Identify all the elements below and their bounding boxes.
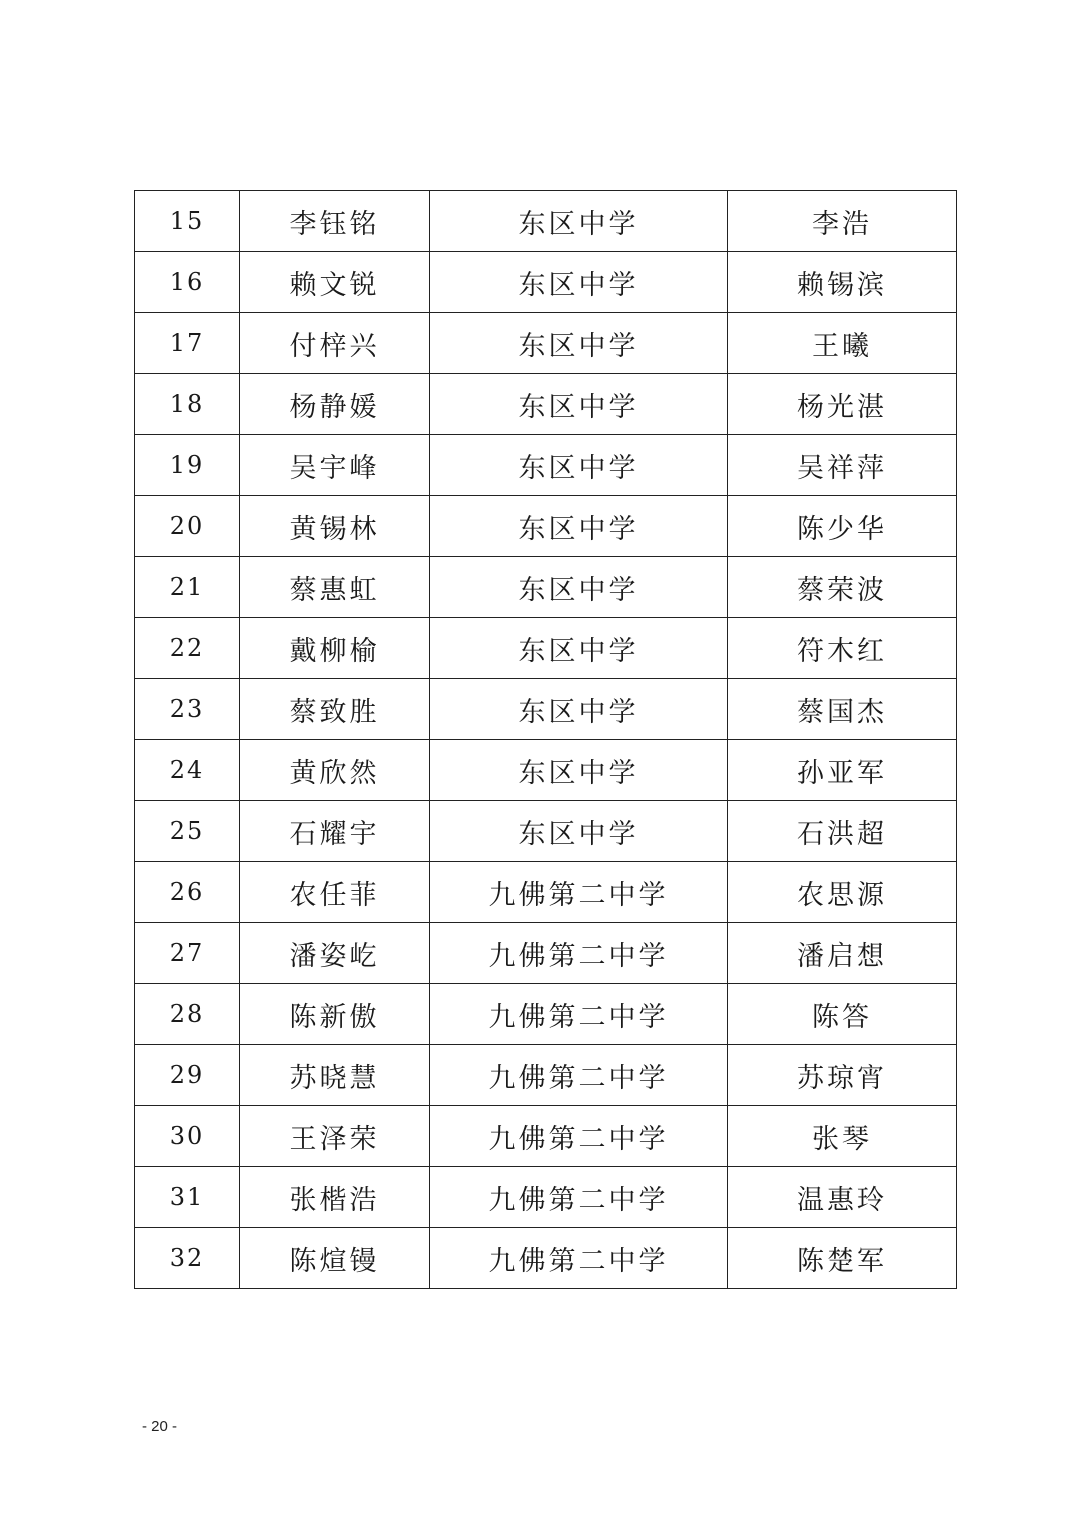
row-number-cell: 19 bbox=[135, 435, 240, 496]
table-row bbox=[135, 984, 957, 1045]
roster-table-body bbox=[135, 191, 957, 1289]
school-name-cell: 九佛第二中学 bbox=[430, 1045, 728, 1106]
school-name-cell: 九佛第二中学 bbox=[430, 1167, 728, 1228]
school-name-cell: 九佛第二中学 bbox=[430, 984, 728, 1045]
school-name-cell: 东区中学 bbox=[430, 374, 728, 435]
row-number-cell: 31 bbox=[135, 1167, 240, 1228]
teacher-name-cell: 李浩 bbox=[728, 191, 957, 252]
teacher-name-cell: 王曦 bbox=[728, 313, 957, 374]
table-row bbox=[135, 557, 957, 618]
row-number-cell: 20 bbox=[135, 496, 240, 557]
table-row bbox=[135, 1167, 957, 1228]
school-name-cell: 九佛第二中学 bbox=[430, 1228, 728, 1289]
teacher-name-cell: 潘启想 bbox=[728, 923, 957, 984]
school-name-cell: 东区中学 bbox=[430, 252, 728, 313]
teacher-name-cell: 苏琼宵 bbox=[728, 1045, 957, 1106]
row-number-cell: 28 bbox=[135, 984, 240, 1045]
page-number: - 20 - bbox=[142, 1418, 178, 1435]
teacher-name-cell: 陈少华 bbox=[728, 496, 957, 557]
table-row bbox=[135, 679, 957, 740]
roster-table bbox=[134, 190, 957, 1289]
student-name-cell: 蔡惠虹 bbox=[240, 557, 430, 618]
teacher-name-cell: 赖锡滨 bbox=[728, 252, 957, 313]
student-name-cell: 付梓兴 bbox=[240, 313, 430, 374]
student-name-cell: 王泽荣 bbox=[240, 1106, 430, 1167]
row-number-cell: 27 bbox=[135, 923, 240, 984]
table-row bbox=[135, 496, 957, 557]
teacher-name-cell: 杨光湛 bbox=[728, 374, 957, 435]
teacher-name-cell: 陈楚军 bbox=[728, 1228, 957, 1289]
teacher-name-cell: 孙亚军 bbox=[728, 740, 957, 801]
row-number-cell: 26 bbox=[135, 862, 240, 923]
row-number-cell: 32 bbox=[135, 1228, 240, 1289]
table-row bbox=[135, 923, 957, 984]
row-number-cell: 30 bbox=[135, 1106, 240, 1167]
row-number-cell: 15 bbox=[135, 191, 240, 252]
school-name-cell: 九佛第二中学 bbox=[430, 923, 728, 984]
table-row bbox=[135, 801, 957, 862]
teacher-name-cell: 石洪超 bbox=[728, 801, 957, 862]
student-name-cell: 农任菲 bbox=[240, 862, 430, 923]
student-name-cell: 杨静媛 bbox=[240, 374, 430, 435]
table-row bbox=[135, 374, 957, 435]
row-number-cell: 29 bbox=[135, 1045, 240, 1106]
table-row bbox=[135, 618, 957, 679]
table-row bbox=[135, 1228, 957, 1289]
school-name-cell: 东区中学 bbox=[430, 740, 728, 801]
table-row bbox=[135, 313, 957, 374]
table-row bbox=[135, 740, 957, 801]
row-number-cell: 17 bbox=[135, 313, 240, 374]
student-name-cell: 黄欣然 bbox=[240, 740, 430, 801]
school-name-cell: 东区中学 bbox=[430, 801, 728, 862]
school-name-cell: 东区中学 bbox=[430, 496, 728, 557]
student-name-cell: 陈新傲 bbox=[240, 984, 430, 1045]
student-name-cell: 蔡致胜 bbox=[240, 679, 430, 740]
table-row bbox=[135, 862, 957, 923]
table-row bbox=[135, 435, 957, 496]
table-row bbox=[135, 1106, 957, 1167]
row-number-cell: 23 bbox=[135, 679, 240, 740]
student-name-cell: 潘姿屹 bbox=[240, 923, 430, 984]
student-name-cell: 陈煊镘 bbox=[240, 1228, 430, 1289]
table-row bbox=[135, 191, 957, 252]
school-name-cell: 九佛第二中学 bbox=[430, 862, 728, 923]
row-number-cell: 24 bbox=[135, 740, 240, 801]
teacher-name-cell: 温惠玲 bbox=[728, 1167, 957, 1228]
school-name-cell: 东区中学 bbox=[430, 435, 728, 496]
row-number-cell: 22 bbox=[135, 618, 240, 679]
table-row bbox=[135, 1045, 957, 1106]
table-row bbox=[135, 252, 957, 313]
school-name-cell: 东区中学 bbox=[430, 679, 728, 740]
row-number-cell: 25 bbox=[135, 801, 240, 862]
row-number-cell: 18 bbox=[135, 374, 240, 435]
student-name-cell: 张楷浩 bbox=[240, 1167, 430, 1228]
teacher-name-cell: 符木红 bbox=[728, 618, 957, 679]
student-name-cell: 吴宇峰 bbox=[240, 435, 430, 496]
student-name-cell: 赖文锐 bbox=[240, 252, 430, 313]
student-name-cell: 苏晓慧 bbox=[240, 1045, 430, 1106]
student-name-cell: 李钰铭 bbox=[240, 191, 430, 252]
student-name-cell: 戴柳榆 bbox=[240, 618, 430, 679]
teacher-name-cell: 蔡荣波 bbox=[728, 557, 957, 618]
teacher-name-cell: 农思源 bbox=[728, 862, 957, 923]
teacher-name-cell: 蔡国杰 bbox=[728, 679, 957, 740]
row-number-cell: 21 bbox=[135, 557, 240, 618]
row-number-cell: 16 bbox=[135, 252, 240, 313]
school-name-cell: 东区中学 bbox=[430, 191, 728, 252]
school-name-cell: 东区中学 bbox=[430, 557, 728, 618]
teacher-name-cell: 吴祥萍 bbox=[728, 435, 957, 496]
student-name-cell: 石耀宇 bbox=[240, 801, 430, 862]
school-name-cell: 东区中学 bbox=[430, 313, 728, 374]
student-name-cell: 黄锡林 bbox=[240, 496, 430, 557]
teacher-name-cell: 陈答 bbox=[728, 984, 957, 1045]
school-name-cell: 东区中学 bbox=[430, 618, 728, 679]
school-name-cell: 九佛第二中学 bbox=[430, 1106, 728, 1167]
teacher-name-cell: 张琴 bbox=[728, 1106, 957, 1167]
